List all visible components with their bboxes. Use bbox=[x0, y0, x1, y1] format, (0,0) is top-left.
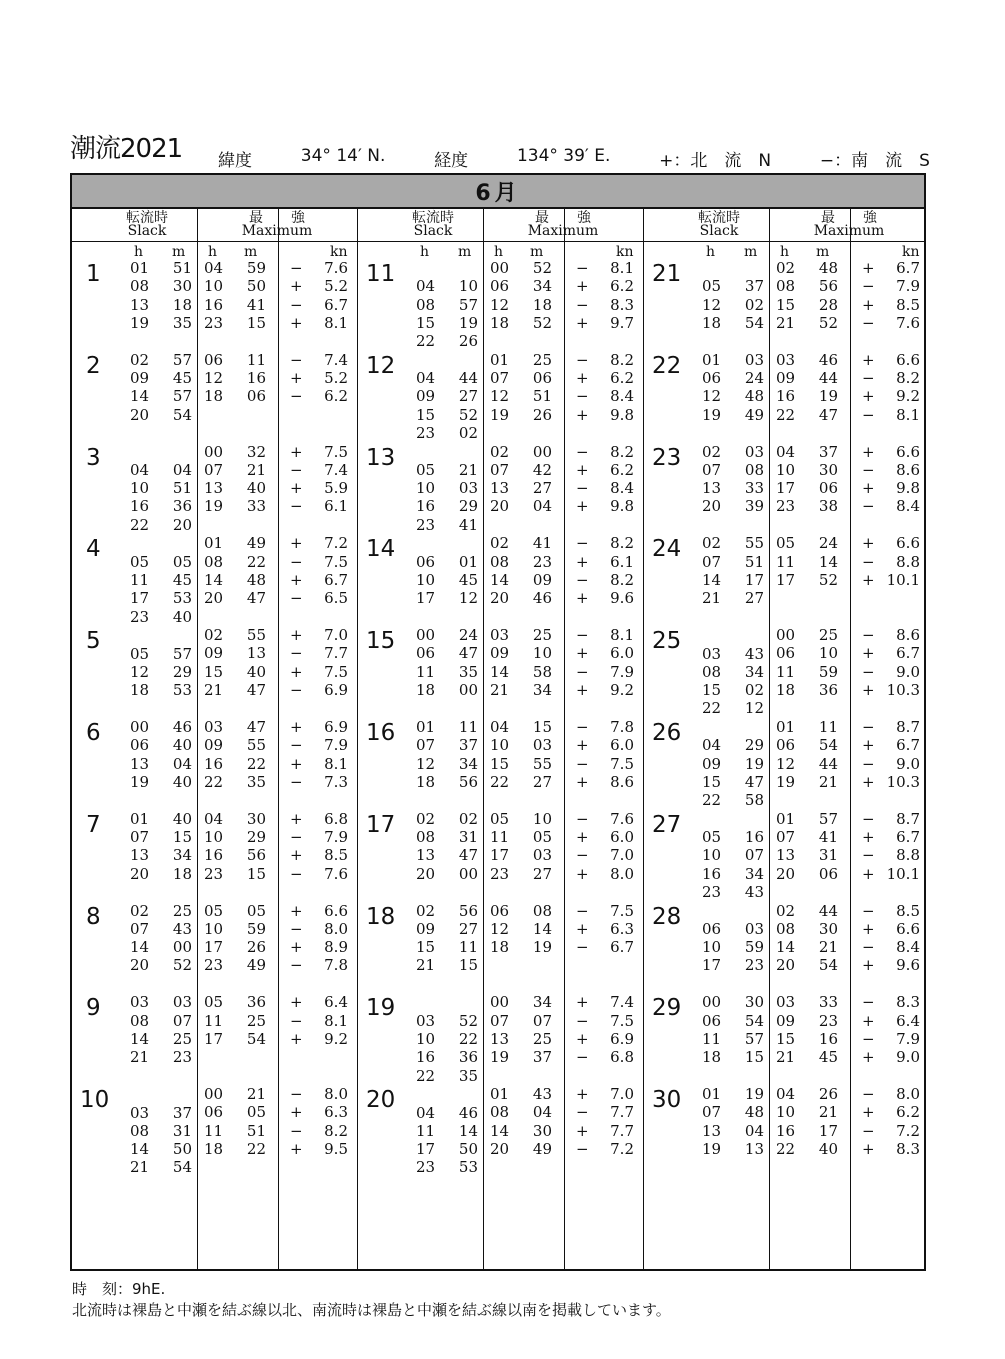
flow-direction: + − + bbox=[290, 993, 303, 1048]
column-divider bbox=[278, 209, 279, 1269]
day-number: 30 bbox=[652, 1087, 682, 1114]
unit-label-m: m bbox=[172, 244, 186, 260]
flow-direction: − + − + bbox=[576, 350, 589, 424]
max-times: 02 44 08 30 14 21 20 54 bbox=[776, 901, 839, 975]
unit-label-h: h bbox=[208, 244, 218, 260]
max-speed: 7.0 7.7 7.5 6.9 bbox=[324, 626, 348, 700]
max-speed: 8.6 6.7 9.0 10.3 bbox=[886, 626, 920, 700]
max-speed: 6.6 8.0 8.9 7.8 bbox=[324, 901, 348, 975]
unit-label-m: m bbox=[458, 244, 472, 260]
slack-times: 06 03 10 59 17 23 bbox=[702, 919, 765, 975]
flow-direction: − + − + bbox=[862, 718, 875, 791]
max-times: 04 37 10 30 17 06 23 38 bbox=[776, 442, 839, 516]
flow-direction: − + − + bbox=[862, 1085, 875, 1159]
flow-direction: + − + − bbox=[290, 718, 303, 791]
unit-label-kn: kn bbox=[902, 244, 920, 260]
max-times: 05 36 11 25 17 54 bbox=[204, 993, 267, 1048]
max-times: 01 25 07 06 12 51 19 26 bbox=[490, 350, 553, 424]
day-number: 6 bbox=[86, 720, 101, 746]
max-speed: 7.4 7.5 6.9 6.8 bbox=[610, 993, 634, 1067]
column-divider bbox=[197, 209, 198, 1269]
flow-direction: + − + − bbox=[862, 442, 875, 516]
flow-direction: − + − + bbox=[290, 259, 303, 332]
max-times: 00 52 06 34 12 18 18 52 bbox=[490, 259, 553, 332]
unit-label-kn: kn bbox=[616, 244, 634, 260]
maximum-header: 最 強 Maximum bbox=[813, 210, 885, 239]
day-number: 15 bbox=[366, 628, 396, 655]
day-number: 20 bbox=[366, 1087, 396, 1114]
flow-direction: − + − + bbox=[576, 718, 589, 791]
maximum-header: 最 強 Maximum bbox=[527, 210, 599, 239]
max-times: 05 24 11 14 17 52 bbox=[776, 534, 839, 589]
unit-label-m: m bbox=[244, 244, 258, 260]
day-number: 3 bbox=[86, 444, 101, 471]
north-flow-legend: +：北 流 N bbox=[659, 151, 772, 171]
max-speed: 7.5 7.4 5.9 6.1 bbox=[324, 442, 348, 516]
day-number: 17 bbox=[366, 811, 396, 838]
longitude-label: 経度 bbox=[434, 151, 469, 171]
day-number: 8 bbox=[86, 903, 101, 930]
column-divider bbox=[850, 209, 851, 1269]
day-number: 29 bbox=[652, 995, 682, 1022]
flow-direction: − + − + bbox=[576, 259, 589, 332]
flow-direction: + − + − bbox=[290, 626, 303, 700]
max-speed: 6.6 8.8 10.1 bbox=[886, 534, 920, 589]
latitude-value: 34° 14′ N. bbox=[300, 146, 386, 166]
day-number: 2 bbox=[86, 352, 101, 379]
max-times: 01 57 07 41 13 31 20 06 bbox=[776, 809, 839, 883]
table-panel bbox=[358, 209, 644, 1269]
flow-direction: − + − + bbox=[576, 534, 589, 608]
max-times: 04 26 10 21 16 17 22 40 bbox=[776, 1085, 839, 1159]
slack-times: 04 04 10 51 16 36 22 20 bbox=[130, 460, 193, 534]
slack-times: 04 44 09 27 15 52 23 02 bbox=[416, 369, 479, 442]
day-number: 16 bbox=[366, 720, 396, 746]
max-times: 05 10 11 05 17 03 23 27 bbox=[490, 809, 553, 883]
unit-label-m: m bbox=[530, 244, 544, 260]
slack-times: 05 57 12 29 18 53 bbox=[130, 644, 193, 700]
flow-direction: + − + − bbox=[290, 901, 303, 975]
flow-direction: − + − + bbox=[862, 626, 875, 700]
max-speed: 8.1 6.0 7.9 9.2 bbox=[610, 626, 634, 700]
slack-header: 転流時 Slack bbox=[126, 210, 168, 239]
flow-direction: − + − + bbox=[862, 993, 875, 1067]
max-speed: 7.4 5.2 6.2 bbox=[324, 350, 348, 406]
flow-direction: + − + − bbox=[576, 993, 589, 1067]
slack-times: 03 52 10 22 16 36 22 35 bbox=[416, 1011, 479, 1085]
location-header bbox=[218, 146, 930, 171]
max-speed: 7.8 6.0 7.5 8.6 bbox=[610, 718, 634, 791]
day-number: 21 bbox=[652, 261, 682, 287]
flow-direction: + − + − bbox=[862, 350, 875, 424]
flow-direction: − + − + bbox=[290, 1085, 303, 1159]
flow-direction: − + − + bbox=[862, 901, 875, 975]
max-speed: 6.6 8.2 9.2 8.1 bbox=[896, 350, 920, 424]
latitude-label: 緯度 bbox=[218, 151, 252, 171]
slack-times: 01 40 07 15 13 34 20 18 bbox=[130, 809, 193, 883]
flow-direction: + − + bbox=[862, 534, 875, 589]
area-description: 北流時は裸島と中瀬を結ぶ線以北、南流時は裸島と中瀬を結ぶ線以南を掲載しています。 bbox=[72, 1301, 671, 1319]
slack-times: 02 56 09 27 15 11 21 15 bbox=[416, 901, 479, 975]
max-speed: 8.1 6.2 8.3 9.7 bbox=[610, 259, 634, 332]
flow-direction: + − + − bbox=[290, 534, 303, 608]
max-times: 03 25 09 10 14 58 21 34 bbox=[490, 626, 553, 700]
day-number: 4 bbox=[86, 536, 101, 563]
max-speed: 8.0 6.2 7.2 8.3 bbox=[896, 1085, 920, 1159]
day-number: 19 bbox=[366, 995, 396, 1022]
flow-direction: − + − + bbox=[862, 809, 875, 883]
max-times: 06 11 12 16 18 06 bbox=[204, 350, 267, 406]
max-speed: 8.2 6.2 8.4 9.8 bbox=[610, 442, 634, 516]
max-times: 04 30 10 29 16 56 23 15 bbox=[204, 809, 267, 883]
slack-times: 05 16 10 07 16 34 23 43 bbox=[702, 828, 765, 901]
slack-times: 01 19 07 48 13 04 19 13 bbox=[702, 1085, 765, 1159]
south-flow-legend: −：南 流 S bbox=[819, 151, 930, 171]
slack-times: 06 01 10 45 17 12 bbox=[416, 552, 479, 608]
time-note: 時 刻：9hE. bbox=[72, 1280, 166, 1298]
page-title: 潮流2021 bbox=[70, 134, 183, 164]
max-speed: 6.9 7.9 8.1 7.3 bbox=[324, 718, 348, 791]
slack-times: 00 30 06 54 11 57 18 15 bbox=[702, 993, 765, 1067]
slack-times: 03 37 08 31 14 50 21 54 bbox=[130, 1103, 193, 1177]
day-number: 18 bbox=[366, 903, 396, 930]
slack-times: 01 11 07 37 12 34 18 56 bbox=[416, 718, 479, 791]
max-speed: 7.2 7.5 6.7 6.5 bbox=[324, 534, 348, 608]
day-number: 24 bbox=[652, 536, 682, 563]
max-times: 03 46 09 44 16 19 22 47 bbox=[776, 350, 839, 424]
max-speed: 8.2 6.2 8.4 9.8 bbox=[610, 350, 634, 424]
unit-label-h: h bbox=[706, 244, 716, 260]
day-number: 27 bbox=[652, 811, 682, 838]
flow-direction: + − + − bbox=[290, 442, 303, 516]
max-times: 00 32 07 21 13 40 19 33 bbox=[204, 442, 267, 516]
max-speed: 6.6 8.6 9.8 8.4 bbox=[896, 442, 920, 516]
month-banner bbox=[70, 173, 926, 209]
flow-direction: − + − bbox=[576, 901, 589, 957]
unit-label-m: m bbox=[744, 244, 758, 260]
max-times: 02 48 08 56 15 28 21 52 bbox=[776, 259, 839, 332]
flow-direction: + − + − bbox=[576, 1085, 589, 1159]
slack-times: 04 10 08 57 15 19 22 26 bbox=[416, 277, 479, 351]
max-times: 03 47 09 55 16 22 22 35 bbox=[204, 718, 267, 791]
flow-direction: − + − + bbox=[576, 626, 589, 700]
max-times: 03 33 09 23 15 16 21 45 bbox=[776, 993, 839, 1067]
max-times: 02 41 08 23 14 09 20 46 bbox=[490, 534, 553, 608]
max-speed: 6.8 7.9 8.5 7.6 bbox=[324, 809, 348, 883]
max-times: 01 43 08 04 14 30 20 49 bbox=[490, 1085, 553, 1159]
month-label: 6月 bbox=[475, 180, 521, 206]
day-number: 13 bbox=[366, 444, 396, 471]
slack-header: 転流時 Slack bbox=[698, 210, 740, 239]
table-panel bbox=[644, 209, 926, 1269]
longitude-value: 134° 39′ E. bbox=[516, 146, 611, 166]
unit-label-h: h bbox=[780, 244, 790, 260]
slack-times: 04 46 11 14 17 50 23 53 bbox=[416, 1103, 479, 1177]
day-number: 7 bbox=[86, 811, 101, 838]
slack-times: 02 02 08 31 13 47 20 00 bbox=[416, 809, 479, 883]
max-speed: 6.7 7.9 8.5 7.6 bbox=[896, 259, 920, 332]
flow-direction: − + − + bbox=[576, 442, 589, 516]
slack-times: 05 05 11 45 17 53 23 40 bbox=[130, 552, 193, 626]
max-speed: 7.0 7.7 7.7 7.2 bbox=[610, 1085, 634, 1159]
slack-times: 00 46 06 40 13 04 19 40 bbox=[130, 718, 193, 791]
slack-times: 02 25 07 43 14 00 20 52 bbox=[130, 901, 193, 975]
max-speed: 8.5 6.6 8.4 9.6 bbox=[896, 901, 920, 975]
max-times: 06 08 12 14 18 19 bbox=[490, 901, 553, 957]
max-times: 02 55 09 13 15 40 21 47 bbox=[204, 626, 267, 700]
slack-header: 転流時 Slack bbox=[412, 210, 454, 239]
max-times: 05 05 10 59 17 26 23 49 bbox=[204, 901, 267, 975]
max-speed: 7.5 6.3 6.7 bbox=[610, 901, 634, 957]
day-number: 22 bbox=[652, 352, 682, 379]
flow-direction: − + − + bbox=[576, 809, 589, 883]
max-speed: 8.7 6.7 8.8 10.1 bbox=[886, 809, 920, 883]
day-number: 26 bbox=[652, 720, 682, 746]
day-number: 14 bbox=[366, 536, 396, 563]
max-times: 00 34 07 07 13 25 19 37 bbox=[490, 993, 553, 1067]
slack-times: 02 55 07 51 14 17 21 27 bbox=[702, 534, 765, 608]
slack-times: 05 21 10 03 16 29 23 41 bbox=[416, 460, 479, 534]
table-panel bbox=[72, 209, 358, 1269]
day-number: 10 bbox=[80, 1087, 110, 1114]
max-times: 01 11 06 54 12 44 19 21 bbox=[776, 718, 839, 791]
max-times: 02 00 07 42 13 27 20 04 bbox=[490, 442, 553, 516]
max-speed: 7.6 5.2 6.7 8.1 bbox=[324, 259, 348, 332]
slack-times: 00 24 06 47 11 35 18 00 bbox=[416, 626, 479, 700]
slack-times: 02 57 09 45 14 57 20 54 bbox=[130, 350, 193, 424]
unit-label-h: h bbox=[420, 244, 430, 260]
flow-direction: + − + − bbox=[862, 259, 875, 332]
day-number: 11 bbox=[366, 261, 396, 287]
max-speed: 6.4 8.1 9.2 bbox=[324, 993, 348, 1048]
slack-times: 03 43 08 34 15 02 22 12 bbox=[702, 644, 765, 718]
slack-times: 01 03 06 24 12 48 19 49 bbox=[702, 350, 765, 424]
day-number: 12 bbox=[366, 352, 396, 379]
slack-times: 02 03 07 08 13 33 20 39 bbox=[702, 442, 765, 516]
max-times: 04 59 10 50 16 41 23 15 bbox=[204, 259, 267, 332]
max-speed: 8.0 6.3 8.2 9.5 bbox=[324, 1085, 348, 1159]
max-times: 00 25 06 10 11 59 18 36 bbox=[776, 626, 839, 700]
flow-direction: − + − bbox=[290, 350, 303, 406]
maximum-header: 最 強 Maximum bbox=[241, 210, 313, 239]
tide-table bbox=[70, 209, 926, 1271]
day-number: 5 bbox=[86, 628, 101, 655]
slack-times: 01 51 08 30 13 18 19 35 bbox=[130, 259, 193, 332]
column-divider bbox=[483, 209, 484, 1269]
day-number: 1 bbox=[86, 261, 101, 287]
slack-times: 03 03 08 07 14 25 21 23 bbox=[130, 993, 193, 1067]
max-speed: 7.6 6.0 7.0 8.0 bbox=[610, 809, 634, 883]
day-number: 28 bbox=[652, 903, 682, 930]
max-speed: 8.7 6.7 9.0 10.3 bbox=[886, 718, 920, 791]
column-divider bbox=[769, 209, 770, 1269]
column-divider bbox=[564, 209, 565, 1269]
max-speed: 8.2 6.1 8.2 9.6 bbox=[610, 534, 634, 608]
day-number: 9 bbox=[86, 995, 101, 1022]
flow-direction: + − + − bbox=[290, 809, 303, 883]
unit-label-kn: kn bbox=[330, 244, 348, 260]
slack-times: 04 29 09 19 15 47 22 58 bbox=[702, 736, 765, 810]
slack-times: 05 37 12 02 18 54 bbox=[702, 277, 765, 332]
max-times: 01 49 08 22 14 48 20 47 bbox=[204, 534, 267, 608]
unit-label-h: h bbox=[134, 244, 144, 260]
unit-label-m: m bbox=[816, 244, 830, 260]
day-number: 25 bbox=[652, 628, 682, 655]
unit-label-h: h bbox=[494, 244, 504, 260]
day-number: 23 bbox=[652, 444, 682, 471]
max-speed: 8.3 6.4 7.9 9.0 bbox=[896, 993, 920, 1067]
max-times: 00 21 06 05 11 51 18 22 bbox=[204, 1085, 267, 1159]
max-times: 04 15 10 03 15 55 22 27 bbox=[490, 718, 553, 791]
